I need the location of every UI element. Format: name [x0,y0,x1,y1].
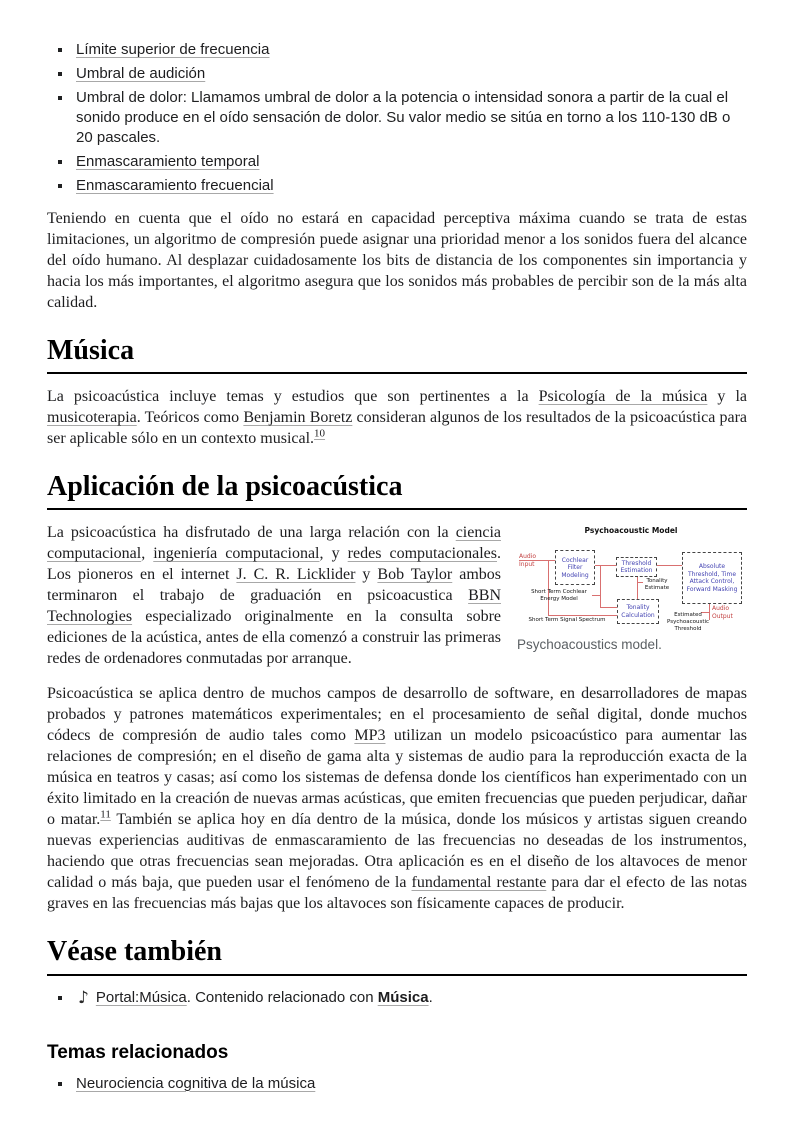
portal-list-item [73,988,747,1008]
heading-musica: Música [47,335,747,374]
diagram-label-audio-output: Audio Output [712,605,733,620]
text: . Teóricos como [136,409,244,427]
intro-topics-list [47,40,747,196]
link-ingenieria-computacional[interactable]: ingeniería computacional [153,545,320,563]
text: . [428,988,433,1006]
link-fundamental-restante[interactable]: fundamental restante [411,874,547,892]
link-benjamin-boretz[interactable]: Benjamin Boretz [243,409,353,427]
diagram-line [592,595,600,596]
list-item [73,152,747,172]
diagram-line [709,604,710,620]
link-redes-computacionales[interactable]: redes computacionales [347,545,498,563]
list-item [73,64,747,84]
related-list-item [73,1074,747,1094]
text: Psicoacústica se aplica dentro de muchos campos de desarrollo de software, en desarrolladores de mapas probados y patrones matemáticos experimentales; en el procesamiento de señal digital, donde muchos códecs de compresión de audio tales como [47,685,747,745]
diagram-label-audio-input: Audio Input [519,553,537,568]
diagram-box-threshold: Threshold Estimation [616,557,657,577]
text: y [355,566,378,584]
link-neurociencia-cognitiva[interactable]: Neurociencia cognitiva de la música [76,1074,316,1092]
diagram-label-estimated-threshold: Estimated Psychoacoustic Threshold [667,612,710,632]
text: para dar el efecto de las notas graves en las frecuencias más bajas que los altavoces son físicamente capaces de producir. [47,874,748,913]
diagram-label-short-spectrum: Short Term Signal Spectrum [528,617,606,624]
diagram-line [637,582,643,583]
link-umbral-audicion[interactable]: Umbral de audición [76,65,206,82]
heading-aplicacion: Aplicación de la psicoacústica [47,471,747,510]
text: , y [319,545,348,563]
diagram-box-cochlear: Cochlear Filter Modeling [555,550,595,585]
text: . Contenido relacionado con [186,988,378,1006]
link-bbn-technologies[interactable]: BBN Technologies [47,587,501,626]
diagram-box-absolute: Absolute Threshold, Time Attack Control, Forward Masking [682,552,742,604]
link-mp3[interactable]: MP3 [354,727,386,745]
psychoacoustic-model-figure [517,524,747,654]
text: También se aplica hoy en día dentro de la música, donde los músicos y artistas siguen creando nuevas experiencias auditivas de enmascaramiento de las frecuencias no deseadas de los instrumentos, haciendo que otras frecuencias sean mejoradas. Otra aplicación es en el diseño de los altavoces de menor calidad o más baja, que pueden usar el fenómeno de la [47,811,748,892]
heading-temas-relacionados: Temas relacionados [47,1041,229,1063]
psychoacoustic-model-diagram-image[interactable] [517,524,745,632]
link-enmascaramiento-temporal[interactable]: Enmascaramiento temporal [76,153,260,170]
link-enmascaramiento-frecuencial[interactable]: Enmascaramiento frecuencial [76,177,274,194]
text: utilizan un modelo psicoacústico para aumentar las relaciones de compresión; en el diseño de gama alta y sistemas de audio para la reproducción exacta de la música en teatros y casas; así como los sistemas de defensa donde los científicos han experimentado con un éxito limitado en la creación de nuevas armas acústicas, que emiten frecuencias que pueden perjudicar, dañar o matar. [47,727,748,829]
text: La psicoacústica ha disfrutado de una larga relación con la [47,524,456,542]
paragraph-aplicacion-2 [47,683,747,914]
diagram-line [637,577,638,599]
link-ciencia-computacional[interactable]: ciencia computacional [47,524,501,563]
diagram-line [548,615,617,616]
diagram-label-short-cochlear: Short Term Cochlear Energy Model [531,589,587,602]
diagram-line [600,565,601,607]
heading-vease-tambien: Véase también [47,936,747,975]
list-item [73,40,747,60]
text: consideran algunos de los resultados de la psicoacústica para ser aplicable sólo en un contexto musical. [47,409,748,448]
diagram-title: Psychoacoustic Model [584,526,678,536]
link-musica-bold[interactable]: Música [377,988,429,1006]
diagram-line [595,565,616,566]
list-item [73,88,747,148]
link-ref-11[interactable]: 11 [100,809,111,822]
link-psicologia-musica[interactable]: Psicología de la música [538,388,708,406]
paragraph-musica [47,386,747,449]
figure-caption: Psychoacoustics model. [517,637,662,653]
text: . Los pioneros en el internet [47,545,502,584]
link-musicoterapia[interactable]: musicoterapia [47,409,137,427]
reference-10 [314,428,325,440]
list-item [73,176,747,196]
related-topics-list [47,1074,747,1094]
text: especializado originalmente en la consulta sobre ediciones de la acústica, antes de ella comenzó a construir las primeras redes de ordenadores conmutadas por arranque. [47,608,501,668]
link-portal-musica[interactable]: Portal:Música [95,988,187,1006]
text-umbral-dolor: Umbral de dolor: Llamamos umbral de dolor a la potencia o intensidad sonora a partir de la cual el sonido produce en el oído sensación de dolor. Su valor medio se sitúa en torno a los 110-130 dB o 20 pascales. [76,89,731,146]
link-bob-taylor[interactable]: Bob Taylor [377,566,453,584]
reference-11 [100,809,111,821]
text: La psicoacústica incluye temas y estudios que son pertinentes a la [47,388,539,406]
diagram-line [548,560,549,615]
link-licklider[interactable]: J. C. R. Licklider [236,566,356,584]
paragraph-compression: Teniendo en cuenta que el oído no estará en capacidad perceptiva máxima cuando se trata de estas limitaciones, un algoritmo de compresión puede asignar una prioridad menor a los sonidos fuera del alcance del oído humano. Al desplazar cuidadosamente los bits de distancia de los componentes sin importancia y hacia los más importantes, el algoritmo asegura que los sonidos más probables de percibir son de la más alta calidad. [47,210,747,311]
text: y la [707,388,747,406]
diagram-line [657,565,682,566]
diagram-box-tonality: Tonality Calculation [617,599,659,624]
portal-list [47,988,747,1008]
text: ambos terminaron el trabajo de graduación en psicoacustica [47,566,501,605]
text: , [141,545,154,563]
link-limite-superior[interactable]: Límite superior de frecuencia [76,41,270,58]
diagram-label-tonality-estimate: Tonality Estimate [644,578,670,591]
aplicacion-block [47,522,747,669]
diagram-line [600,607,617,608]
link-ref-10[interactable]: 10 [314,427,326,440]
music-note-icon: ♪ [78,987,89,1008]
